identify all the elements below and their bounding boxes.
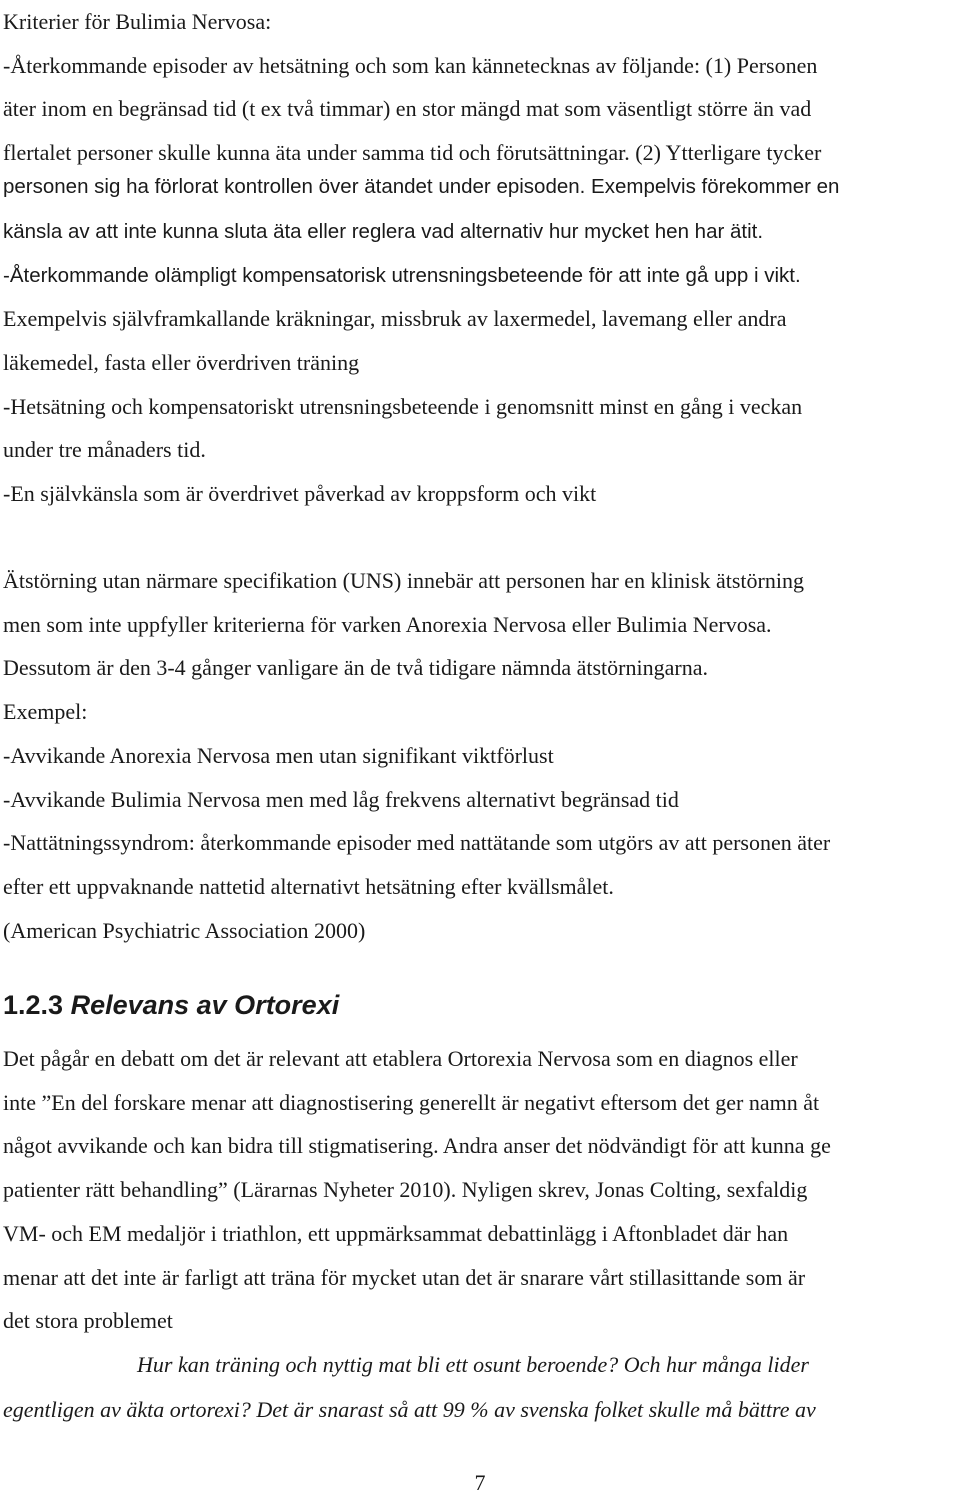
quote-line: egentligen av äkta ortorexi? Det är snarast så att 99 % av svenska folket skulle må bättre av (3, 1397, 816, 1422)
block4-line: efter ett uppvaknande nattetid alternativt hetsätning efter kvällsmålet. (3, 873, 614, 899)
block4-line: Ätstörning utan närmare specifikation (UNS) innebär att personen har en klinisk ätstörning (3, 568, 804, 593)
block5-line: inte ”En del forskare menar att diagnostisering generellt är negativt eftersom det ger namn åt (3, 1089, 820, 1115)
block3-line: Exempelvis självframkallande kräkningar, missbruk av laxermedel, lavemang eller andra (3, 306, 787, 331)
block4-line: Exempel: (3, 699, 88, 725)
block5-line: patienter rätt behandling” (Lärarnas Nyheter 2010). Nyligen skrev, Jonas Colting, sexfaldig (3, 1177, 808, 1203)
block4-line: -Avvikande Anorexia Nervosa men utan signifikant viktförlust (3, 742, 554, 768)
block3-line: -En självkänsla som är överdrivet påverkad av kroppsform och vikt (3, 481, 597, 507)
block2-line: personen sig ha förlorat kontrollen över ätandet under episoden. Exempelvis förekommer en (3, 175, 840, 198)
section-heading (3, 981, 960, 1029)
block1-line: Kriterier för Bulimia Nervosa: (3, 9, 272, 34)
block5-line: menar att det inte är farligt att träna för mycket utan det är snarare vårt stillasittande som är (3, 1264, 806, 1290)
block3-line: under tre månaders tid. (3, 437, 206, 463)
block1-line: -Återkommande episoder av hetsätning och som kan kännetecknas av följande: (1) Personen (3, 52, 818, 78)
section-title: Relevans av Ortorexi (70, 990, 340, 1020)
block4-line: -Avvikande Bulimia Nervosa men med låg frekvens alternativt begränsad tid (3, 786, 679, 812)
block1-line: äter inom en begränsad tid (t ex två timmar) en stor mängd mat som väsentligt större än vad (3, 96, 812, 121)
block4-line: -Nattätningssyndrom: återkommande episoder med nattätande som utgörs av att personen äter (3, 830, 831, 856)
block5-line: VM- och EM medaljör i triathlon, ett uppmärksammat debattinlägg i Aftonbladet där han (3, 1220, 789, 1246)
block4-line: men som inte uppfyller kriterierna för varken Anorexia Nervosa eller Bulimia Nervosa. (3, 611, 772, 637)
block4-line: Dessutom är den 3-4 gånger vanligare än de två tidigare nämnda ätstörningarna. (3, 655, 708, 681)
block1-line: flertalet personer skulle kunna äta under samma tid och förutsättningar. (2) Ytterligare tycker (3, 139, 822, 165)
block4-line: (American Psychiatric Association 2000) (3, 917, 366, 943)
block5-line: något avvikande och kan bidra till stigmatisering. Andra anser det nödvändigt för att kunna ge (3, 1133, 831, 1159)
block5-line: det stora problemet (3, 1308, 173, 1334)
block5-line: Det pågår en debatt om det är relevant att etablera Ortorexia Nervosa som en diagnos eller (3, 1046, 798, 1071)
section-number: 1.2.3 (3, 990, 64, 1020)
quote-line: Hur kan träning och nyttig mat bli ett osunt beroende? Och hur många lider (137, 1352, 809, 1377)
block3-line: läkemedel, fasta eller överdriven träning (3, 349, 360, 375)
block3-line: -Hetsätning och kompensatoriskt utrensningsbeteende i genomsnitt minst en gång i veckan (3, 393, 803, 419)
page-number: 7 (474, 1470, 486, 1495)
block2-line: -Återkommande olämpligt kompensatorisk utrensningsbeteende för att inte gå upp i vikt. (3, 264, 801, 287)
block2-line: känsla av att inte kunna sluta äta eller reglera vad alternativ hur mycket hen har ätit. (3, 219, 764, 243)
